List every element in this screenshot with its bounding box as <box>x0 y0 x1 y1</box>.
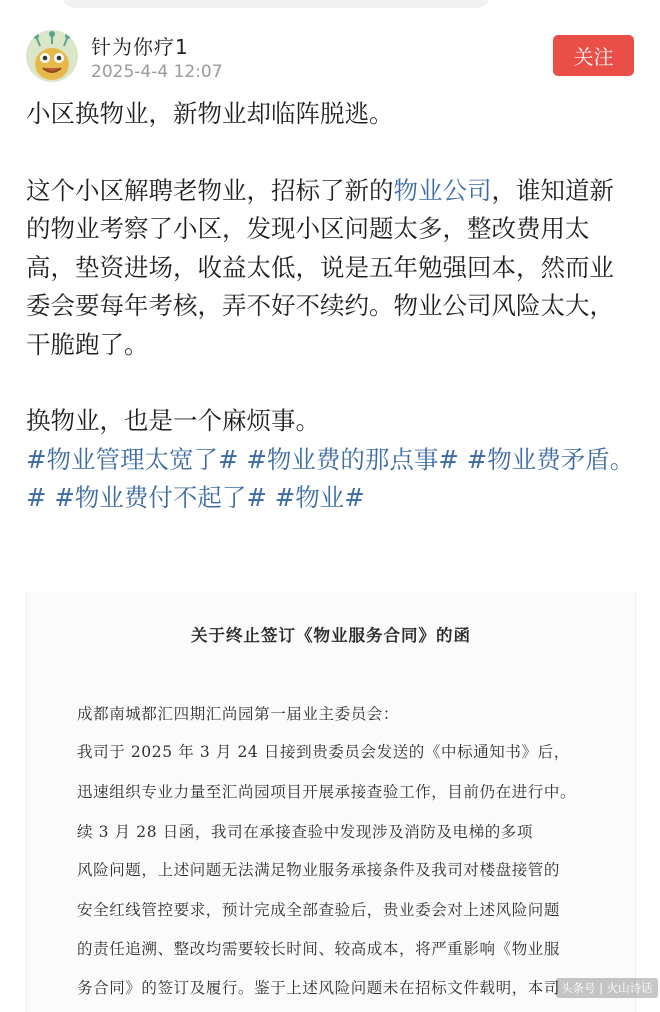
post-paragraph-2-end: ，谁知道新的物业考察了小区，发现小区问题太多，整改费用太高，垫资进场，收益太低，说是五年勉强回本，然而业委会要每年考核，弄不好不续约。物业公司风险太大，干脆跑了。 <box>26 175 614 359</box>
paragraph-gap <box>26 364 638 402</box>
hashtag-5[interactable]: #物业# <box>274 483 365 512</box>
paragraph-gap <box>26 134 638 172</box>
keyword-link[interactable]: 物业公司 <box>393 175 492 205</box>
hashtag-2[interactable]: #物业费的那点事# <box>246 444 459 474</box>
document-line: 的责任追溯、整改均需要较长时间、较高成本，将严重影响《物业服 <box>77 940 561 958</box>
document-line: 成都南城都汇四期汇尚园第一届业主委员会： <box>77 705 400 723</box>
document-title: 关于终止签订《物业服务合同》的函 <box>191 626 471 645</box>
document-line: 我司于 2025 年 3 月 24 日接到贵委员会发送的《中标通知书》后， <box>77 743 570 761</box>
post-body <box>26 95 638 518</box>
top-search-bar[interactable] <box>60 0 492 8</box>
follow-button[interactable]: 关注 <box>553 35 634 76</box>
hashtag-4[interactable]: #物业费付不起了# <box>54 483 267 512</box>
document-image[interactable] <box>26 592 636 1012</box>
document-line: 安全红线管控要求，预计完成全部查验后，贵业委会对上述风险问题 <box>77 901 561 919</box>
hashtag-3[interactable]: #物业费矛盾。# <box>26 444 635 512</box>
author-name[interactable]: 针为你疗1 <box>91 35 189 59</box>
post-paragraph-1: 小区换物业，新物业却临阵脱逃。 <box>26 99 394 128</box>
document-line: 务合同》的签订及履行。鉴于上述风险问题未在招标文件载明，本司 <box>77 979 561 997</box>
source-watermark: 头条号 | 火山诗话 <box>556 978 658 998</box>
hashtag-1[interactable]: #物业管理太宽了# <box>26 444 239 474</box>
post-timestamp: 2025-4-4 12:07 <box>91 62 223 82</box>
post-paragraph-3: 换物业，也是一个麻烦事。 <box>26 406 320 435</box>
document-line: 续 3 月 28 日函，我司在承接查验中发现涉及消防及电梯的多项 <box>77 823 533 841</box>
author-avatar[interactable] <box>26 30 78 82</box>
document-line: 迅速组织专业力量至汇尚园项目开展承接查验工作，目前仍在进行中。 <box>77 783 577 801</box>
post-paragraph-2 <box>26 172 638 365</box>
post-paragraph-2-start: 这个小区解聘老物业，招标了新的 <box>26 175 394 205</box>
monster-avatar-icon <box>26 30 78 82</box>
document-line: 风险问题，上述问题无法满足物业服务承接条件及我司对楼盘接管的 <box>77 861 561 879</box>
hashtag-list <box>26 441 638 518</box>
